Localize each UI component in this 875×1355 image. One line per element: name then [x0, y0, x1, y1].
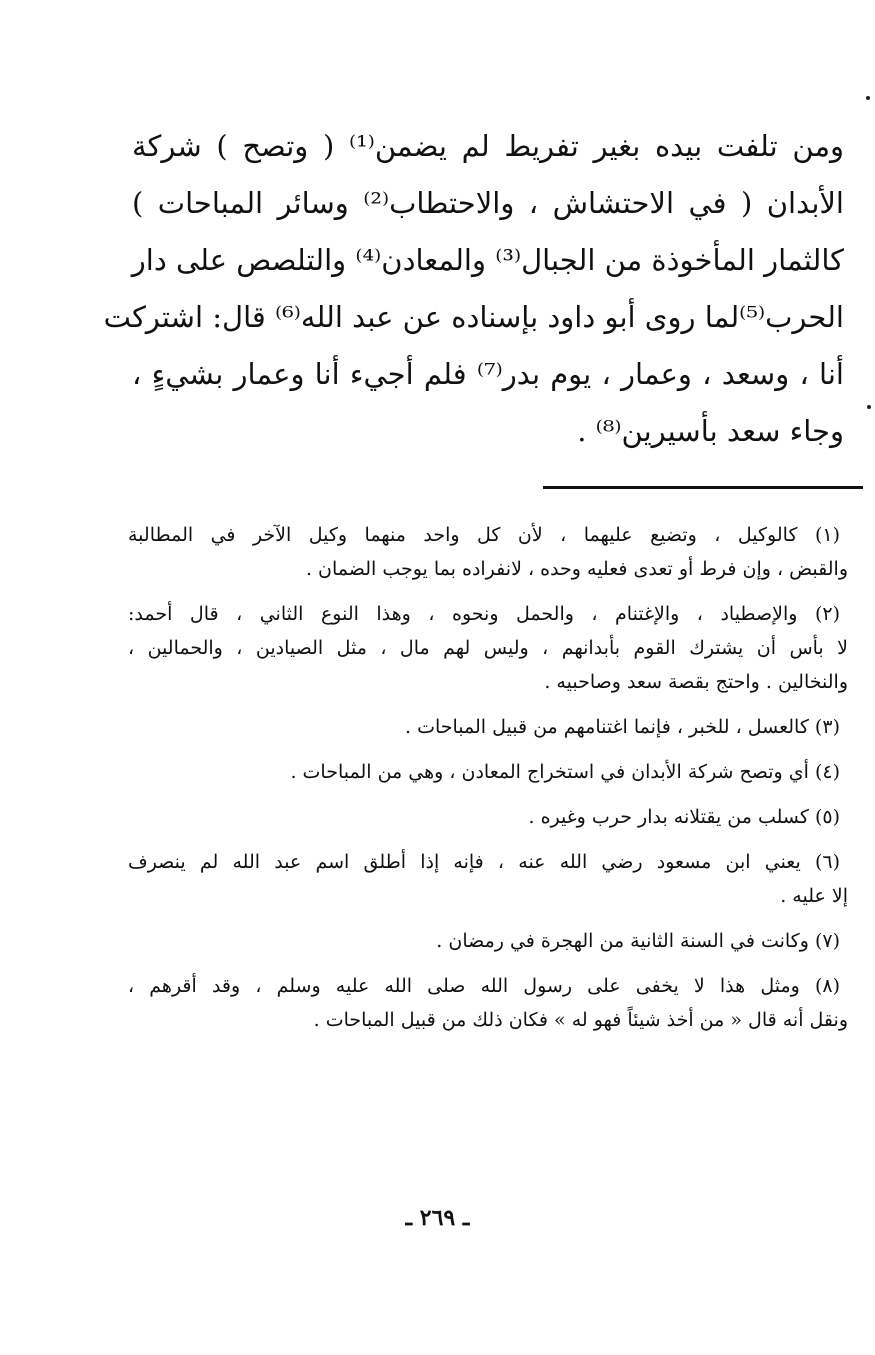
footnote-4: [128, 755, 848, 789]
footnote-line: (٦) يعني ابن مسعود رضي الله عنه ، فإنه إذا أطلق اسم عبد الله لم ينصرف: [128, 851, 840, 873]
main-text-line: ومن تلفت بيده بغير تفريط لم يضمن⁽¹⁾ ( وتصح ) شركة: [132, 129, 844, 163]
main-text-line: الأبدان ( في الاحتشاش ، والاحتطاب⁽²⁾ وسائر المباحات ): [132, 186, 844, 220]
footnote-line: (٧) وكانت في السنة الثانية من الهجرة في رمضان .: [436, 930, 840, 952]
footnote-line: (٨) ومثل هذا لا يخفى على رسول الله صلى الله عليه وسلم ، وقد أقرهم ،: [128, 975, 840, 997]
footnote-line: (١) كالوكيل ، وتضيع عليهما ، لأن كل واحد منهما وكيل الآخر في المطالبة: [128, 524, 840, 546]
main-text-line: كالثمار المأخوذة من الجبال⁽³⁾ والمعادن⁽⁴⁾ والتلصص على دار: [131, 243, 844, 277]
footnote-8: [128, 969, 848, 1037]
scan-speck: [867, 405, 871, 409]
footnotes-block: [128, 518, 848, 1048]
footnote-line: (٤) أي وتصح شركة الأبدان في استخراج المعادن ، وهي من المباحات .: [290, 761, 840, 783]
footnote-separator: [543, 486, 863, 489]
footnote-line: (٢) والإصطياد ، والإغتنام ، والحمل ونحوه ، وهذا النوع الثاني ، قال أحمد:: [128, 603, 840, 625]
main-text-line: أنا ، وسعد ، وعمار ، يوم بدر⁽⁷⁾ فلم أجيء أنا وعمار بشيءٍ ،: [132, 357, 844, 391]
footnote-1: [128, 518, 848, 586]
footnote-line: (٥) كسلب من يقتلانه بدار حرب وغيره .: [528, 806, 840, 828]
footnote-line: لا بأس أن يشترك القوم بأبدانهم ، وليس لهم مال ، مثل الصيادين ، والحمالين ،: [128, 637, 848, 659]
footnote-line: إلا عليه .: [780, 885, 848, 907]
main-text-line: وجاء سعد بأسيرين⁽⁸⁾ .: [577, 414, 844, 448]
main-text-line: الحرب⁽⁵⁾لما روى أبو داود بإسناده عن عبد الله⁽⁶⁾ قال: اشتركت: [103, 300, 844, 334]
footnote-line: والقبض ، وإن فرط أو تعدى فعليه وحده ، لانفراده بما يوجب الضمان .: [305, 558, 848, 580]
footnote-3: [128, 710, 848, 744]
footnote-2: [128, 597, 848, 699]
footnote-line: (٣) كالعسل ، للخبر ، فإنما اغتنامهم من قبيل المباحات .: [404, 716, 840, 738]
page-number: ـ ٢٦٩ ـ: [405, 1205, 470, 1231]
main-text-block: [103, 118, 844, 460]
scan-speck: [866, 96, 870, 100]
footnote-5: [128, 800, 848, 834]
footnote-line: والنخالين . واحتج بقصة سعد وصاحبيه .: [544, 671, 848, 693]
footnote-7: [128, 924, 848, 958]
footnote-6: [128, 845, 848, 913]
footnote-line: ونقل أنه قال « من أخذ شيئاً فهو له » فكان ذلك من قبيل المباحات .: [313, 1009, 848, 1031]
